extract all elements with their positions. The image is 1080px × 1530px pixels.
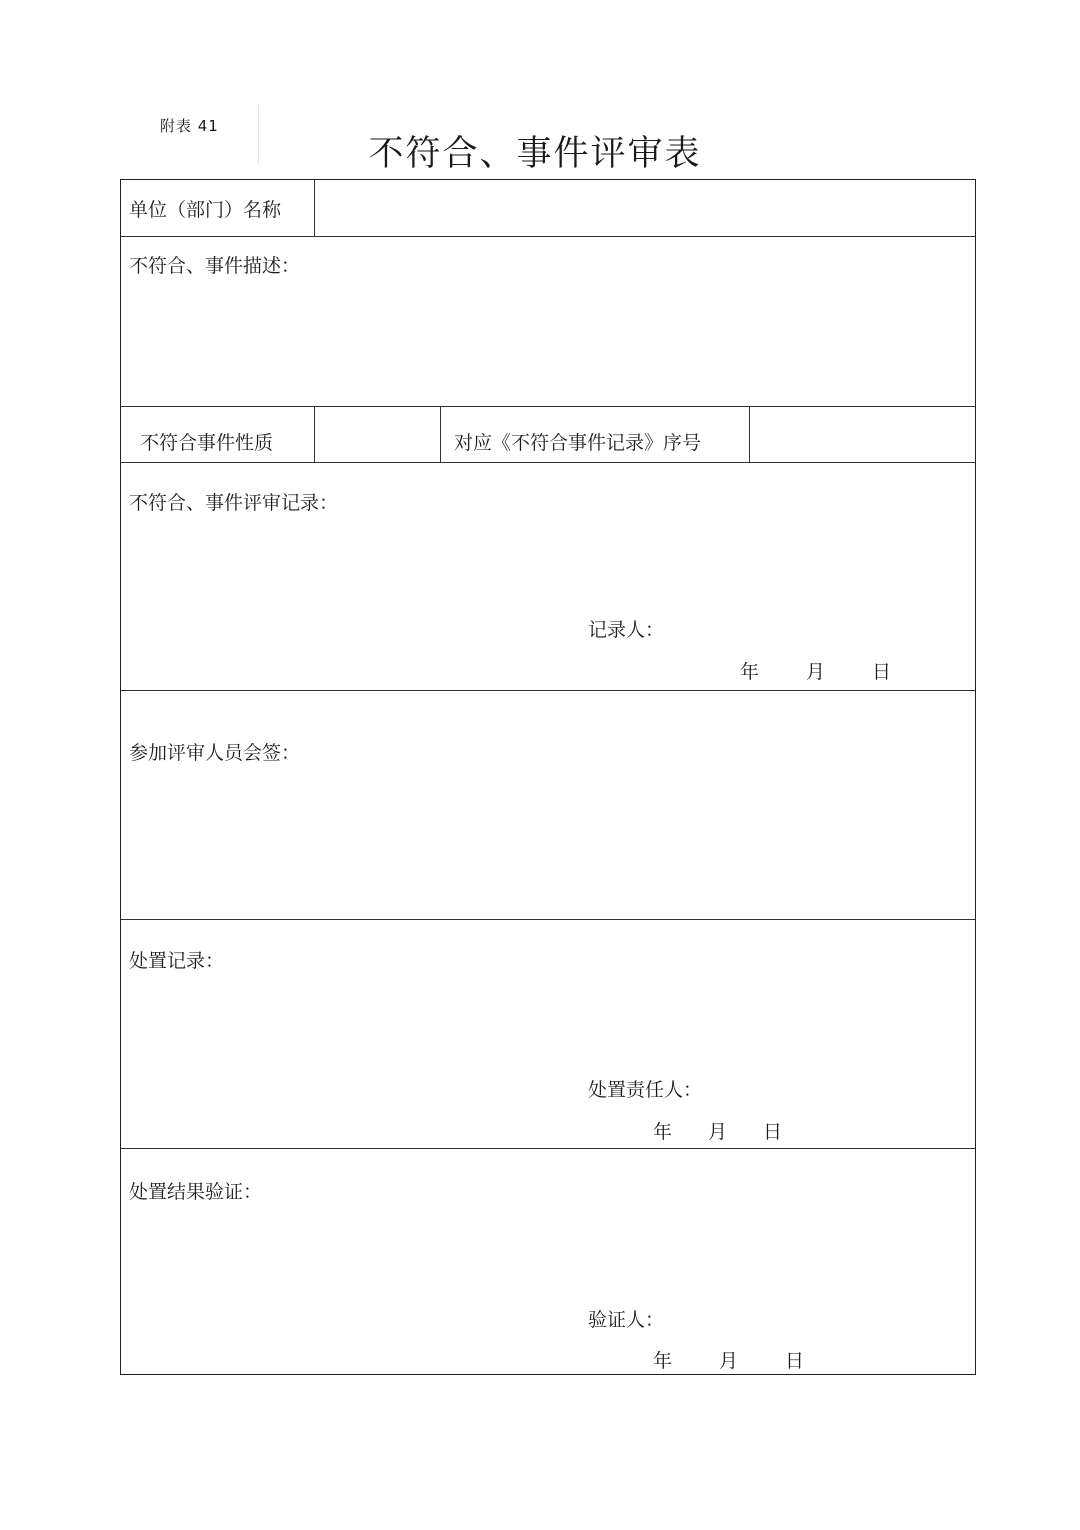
column-divider — [440, 406, 441, 462]
review-date-month: 月 — [806, 661, 826, 683]
record-number-label: 对应《不符合事件记录》序号 — [454, 432, 702, 454]
review-date-day: 日 — [872, 661, 892, 683]
row-divider — [121, 236, 975, 237]
unit-name-field[interactable] — [323, 195, 963, 221]
review-form — [120, 179, 976, 1375]
verification-label: 处置结果验证： — [129, 1181, 263, 1203]
verification-date-year: 年 — [653, 1350, 673, 1372]
row-divider — [121, 406, 975, 407]
unit-name-label: 单位（部门）名称 — [129, 199, 282, 221]
record-number-field[interactable] — [759, 428, 969, 454]
review-date-year: 年 — [740, 661, 760, 683]
verifier-label: 验证人： — [588, 1309, 665, 1331]
page-title-text: 不符合、事件评审表 — [368, 134, 702, 174]
disposal-responsible-label: 处置责任人： — [588, 1079, 703, 1101]
disposal-date-year: 年 — [653, 1121, 673, 1143]
row-divider — [121, 1148, 975, 1149]
column-divider — [314, 406, 315, 462]
column-divider — [314, 180, 315, 236]
nature-field[interactable] — [323, 428, 433, 454]
disposal-date-month: 月 — [708, 1121, 728, 1143]
row-divider — [121, 462, 975, 463]
review-recorder-label: 记录人： — [588, 619, 665, 641]
verification-date-day: 日 — [785, 1350, 805, 1372]
disposal-label: 处置记录： — [129, 950, 225, 972]
verification-date-month: 月 — [719, 1350, 739, 1372]
review-record-label: 不符合、事件评审记录： — [129, 492, 339, 514]
description-label: 不符合、事件描述： — [129, 255, 301, 277]
row-divider — [121, 919, 975, 920]
disposal-date-day: 日 — [763, 1121, 783, 1143]
row-divider — [121, 690, 975, 691]
participants-label: 参加评审人员会签： — [129, 742, 301, 764]
nature-label: 不符合事件性质 — [140, 432, 274, 454]
appendix-label: 附表 41 — [160, 117, 219, 135]
column-divider — [749, 406, 750, 462]
page-title — [0, 126, 1080, 176]
